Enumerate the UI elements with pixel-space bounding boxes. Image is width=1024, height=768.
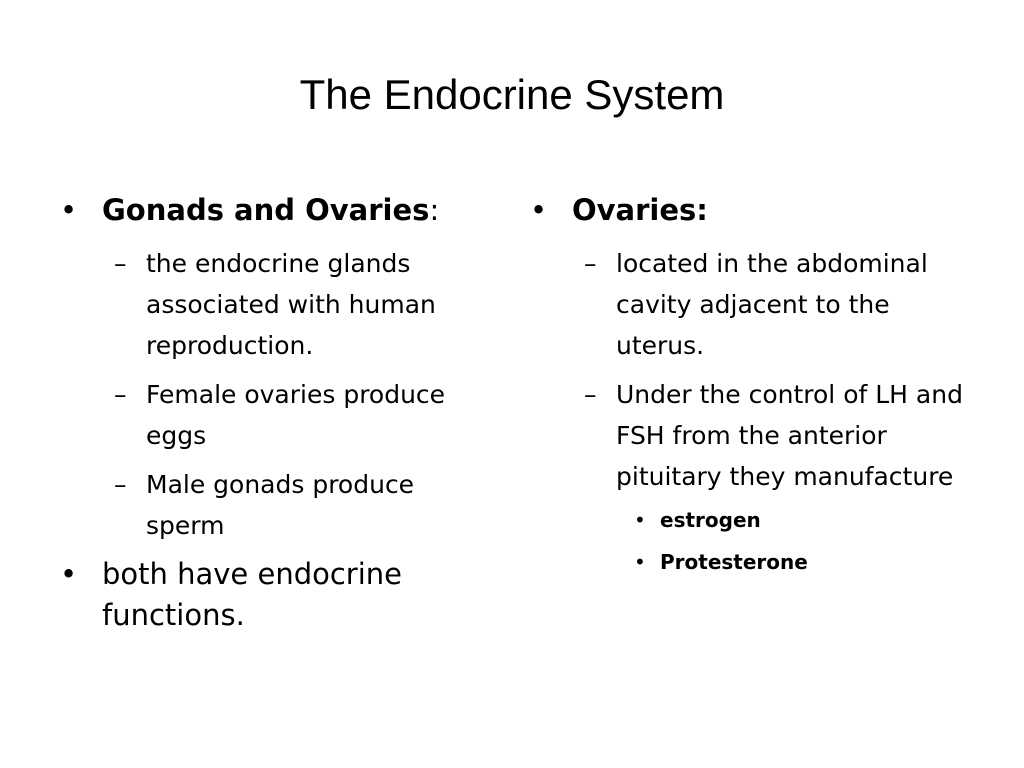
sub-sub-item	[530, 505, 970, 535]
sub-item-text: located in the abdominal cavity adjacent to the uterus.	[616, 249, 928, 360]
dash-marker: –	[114, 380, 127, 409]
bullet-gonads-and-ovaries	[60, 190, 490, 231]
sub-item-text: the endocrine glands associated with human reproduction.	[146, 249, 436, 360]
sub-item-text: Under the control of LH and FSH from the anterior pituitary they manufacture	[616, 380, 963, 491]
dash-marker: –	[584, 249, 597, 278]
left-column	[60, 190, 490, 648]
dash-marker: –	[584, 380, 597, 409]
bullet-ovaries	[530, 190, 970, 231]
sub-item-text: Female ovaries produce eggs	[146, 380, 446, 450]
bullet-marker: •	[634, 508, 646, 532]
sub-item	[60, 464, 490, 546]
right-column	[530, 190, 970, 589]
bullet-heading: Gonads and Ovaries	[102, 193, 430, 227]
sub-sub-item-text: estrogen	[660, 508, 761, 532]
bullet-marker: •	[60, 193, 78, 227]
bullet-marker: •	[530, 193, 548, 227]
bullet-marker: •	[60, 557, 78, 591]
dash-marker: –	[114, 249, 127, 278]
bullet-heading-colon: :	[429, 193, 440, 227]
sub-sub-item	[530, 547, 970, 577]
bullet-text: both have endocrine functions.	[102, 557, 403, 632]
sub-sub-item-text: Protesterone	[660, 550, 808, 574]
sub-item	[530, 243, 970, 366]
sub-item-text: Male gonads produce sperm	[146, 470, 415, 540]
slide-title: The Endocrine System	[299, 71, 725, 118]
bullet-marker: •	[634, 550, 646, 574]
bullet-endocrine-functions	[60, 554, 490, 636]
bullet-heading: Ovaries:	[572, 193, 708, 227]
dash-marker: –	[114, 470, 127, 499]
sub-item	[60, 243, 490, 366]
sub-item	[60, 374, 490, 456]
sub-item	[530, 374, 970, 497]
